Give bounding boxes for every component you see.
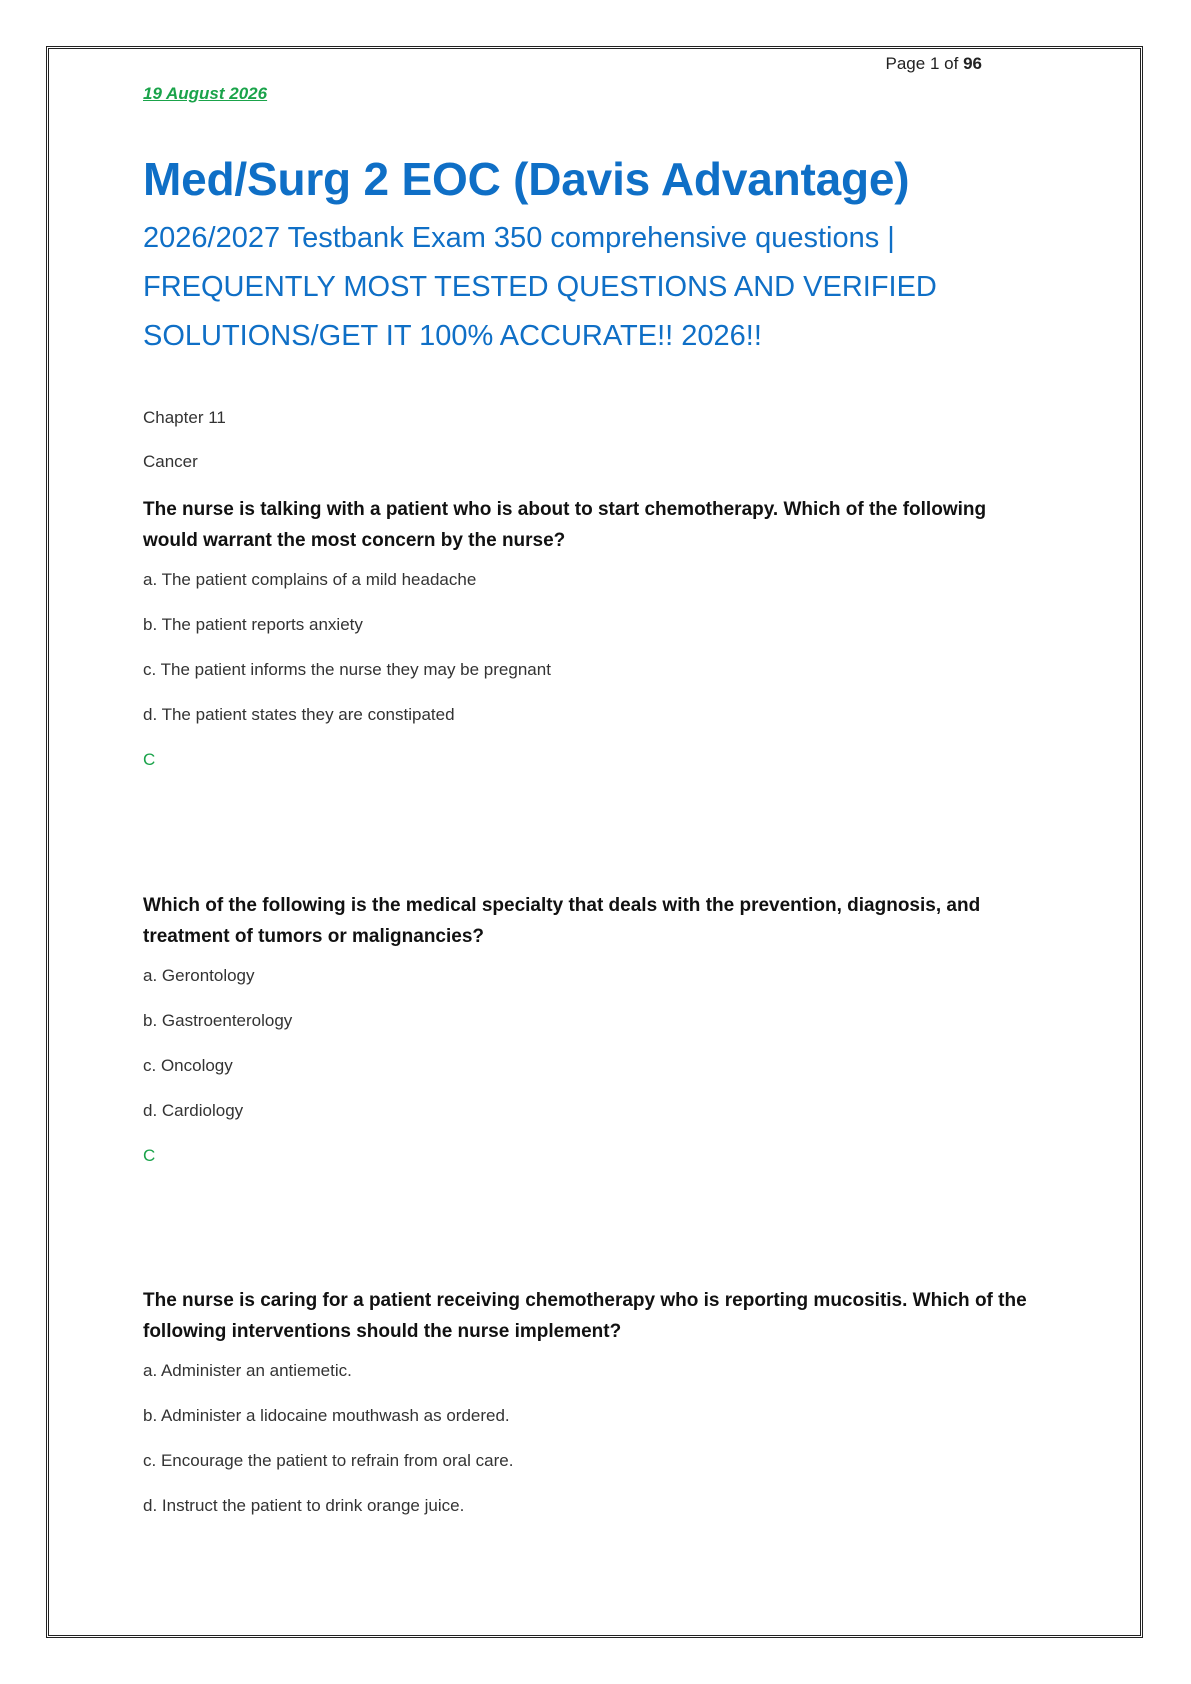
- answer-option: c. The patient informs the nurse they may be pregnant: [143, 660, 551, 679]
- chapter-label: Chapter 11: [143, 408, 226, 427]
- page-total: 96: [963, 54, 982, 73]
- page-label: Page: [885, 54, 926, 73]
- question-block-2: [143, 890, 1043, 1170]
- correct-answer: C: [143, 1146, 156, 1165]
- answer-option: a. Administer an antiemetic.: [143, 1361, 352, 1380]
- answer-option: d. The patient states they are constipated: [143, 705, 455, 724]
- page-number: [886, 54, 982, 74]
- document-date: 19 August 2026: [143, 84, 268, 103]
- answer-option: c. Encourage the patient to refrain from oral care.: [143, 1451, 514, 1470]
- question-block-1: [143, 494, 1043, 774]
- answer-option: b. Gastroenterology: [143, 1011, 293, 1030]
- correct-answer: C: [143, 750, 156, 769]
- question-text: The nurse is caring for a patient receiving chemotherapy who is reporting mucositis. Which of the following interventions should the nurse implement?: [143, 1290, 1027, 1342]
- page-current: 1: [929, 54, 940, 73]
- answer-option: b. The patient reports anxiety: [143, 615, 363, 634]
- question-text: The nurse is talking with a patient who is about to start chemotherapy. Which of the following would warrant the most concern by the nurse?: [143, 499, 987, 551]
- answer-option: b. Administer a lidocaine mouthwash as ordered.: [143, 1406, 510, 1425]
- document-subtitle: 2026/2027 Testbank Exam 350 comprehensive questions | FREQUENTLY MOST TESTED QUESTIONS AND VERIFIED SOLUTIONS/GET IT 100% ACCURATE!! 2026!!: [143, 222, 937, 352]
- page-of-label: of: [944, 54, 959, 73]
- document-title: Med/Surg 2 EOC (Davis Advantage): [143, 153, 910, 205]
- question-text: Which of the following is the medical specialty that deals with the prevention, diagnosis, and treatment of tumors or malignancies?: [143, 895, 981, 947]
- answer-option: c. Oncology: [143, 1056, 233, 1075]
- question-block-3: [143, 1285, 1043, 1537]
- answer-option: d. Cardiology: [143, 1101, 244, 1120]
- answer-option: a. The patient complains of a mild headache: [143, 570, 477, 589]
- answer-option: a. Gerontology: [143, 966, 255, 985]
- answer-option: d. Instruct the patient to drink orange juice.: [143, 1496, 465, 1515]
- topic-label: Cancer: [143, 452, 198, 471]
